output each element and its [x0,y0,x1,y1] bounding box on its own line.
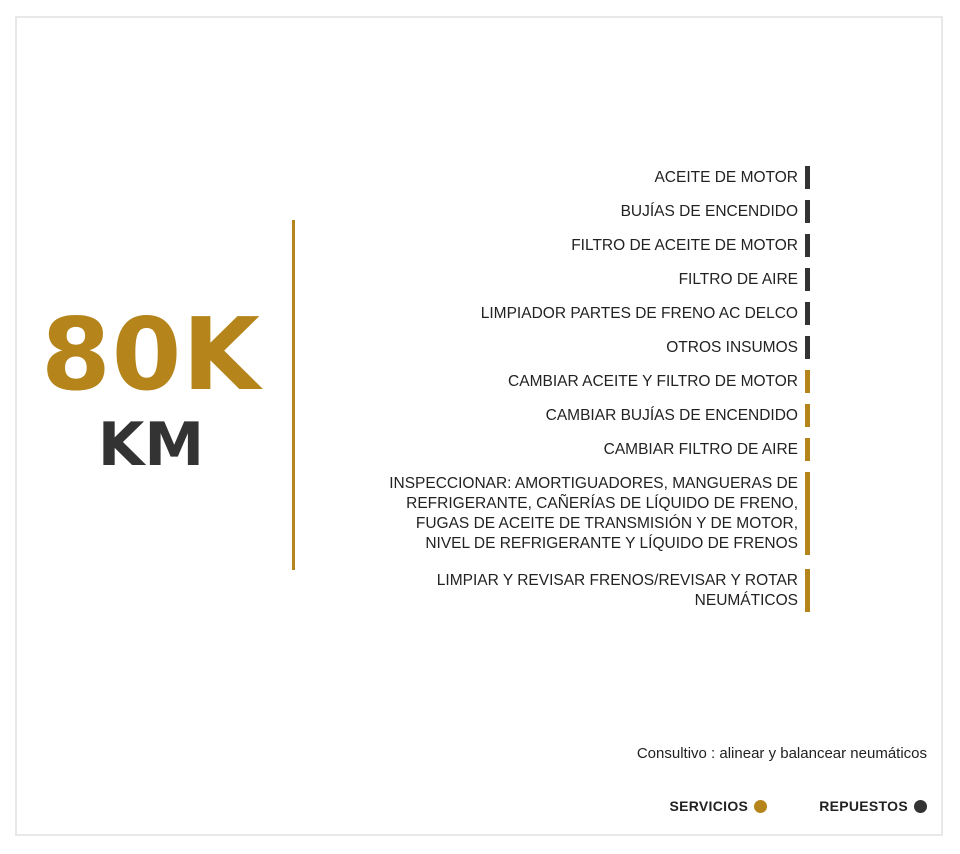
task-item [330,302,810,325]
service-marker [805,404,810,427]
mileage-unit: KM [97,410,205,480]
service-marker [805,438,810,461]
service-marker [805,569,810,612]
task-label: LIMPIAR Y REVISAR FRENOS/REVISAR Y ROTAR NEUMÁTICOS [436,572,798,609]
task-label-line: NIVEL DE REFRIGERANTE Y LÍQUIDO DE FRENOS [425,535,798,552]
task-label-multiline [389,472,805,555]
service-marker [805,370,810,393]
task-item [330,336,810,359]
task-label: CAMBIAR ACEITE Y FILTRO DE MOTOR [508,373,798,390]
part-marker [805,268,810,291]
vertical-divider [292,220,295,570]
task-label-line: INSPECCIONAR: AMORTIGUADORES, MANGUERAS DE [389,475,798,492]
task-label-line: REFRIGERANTE, CAÑERÍAS DE LÍQUIDO DE FRENO, [406,495,798,512]
task-list [330,166,810,623]
task-item [330,268,810,291]
mileage-block [40,296,262,480]
service-dot-icon [754,800,767,813]
part-marker [805,336,810,359]
task-item-inspection [330,472,810,555]
task-item [330,569,810,612]
task-item [330,234,810,257]
legend-item-parts [819,798,927,814]
mileage-number: 80K [41,296,261,413]
task-item [330,200,810,223]
part-marker [805,302,810,325]
legend-label-services: SERVICIOS [669,798,749,814]
task-label-line: FUGAS DE ACEITE DE TRANSMISIÓN Y DE MOTOR, [415,515,798,532]
task-label: BUJÍAS DE ENCENDIDO [620,203,798,220]
part-marker [805,234,810,257]
legend-label-parts: REPUESTOS [819,798,908,814]
task-label: CAMBIAR FILTRO DE AIRE [603,441,798,458]
advisory-note: Consultivo : alinear y balancear neumáticos [636,745,927,762]
task-item [330,370,810,393]
task-item [330,404,810,427]
service-marker [805,472,810,555]
task-label: FILTRO DE ACEITE DE MOTOR [571,237,798,254]
task-label: OTROS INSUMOS [666,339,798,356]
part-marker [805,200,810,223]
task-item [330,166,810,189]
task-label: CAMBIAR BUJÍAS DE ENCENDIDO [545,407,798,424]
task-label: FILTRO DE AIRE [678,271,798,288]
part-marker [805,166,810,189]
task-label: ACEITE DE MOTOR [654,169,798,186]
legend-item-services [669,798,767,814]
part-dot-icon [914,800,927,813]
task-item [330,438,810,461]
task-label: LIMPIADOR PARTES DE FRENO AC DELCO [480,305,798,322]
legend [617,798,927,814]
